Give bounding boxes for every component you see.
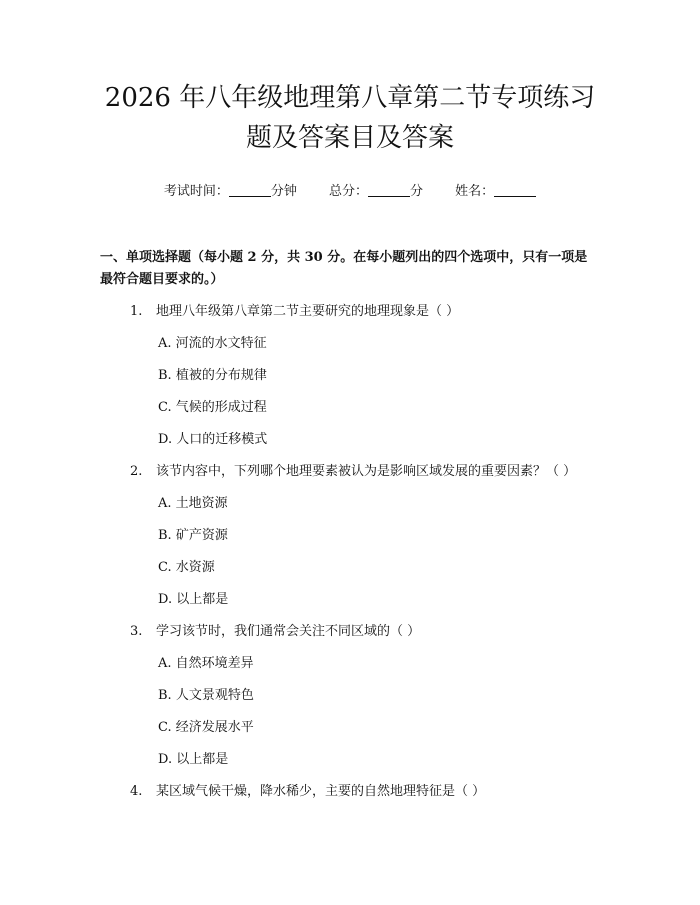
student-name-blank	[494, 182, 536, 197]
option: A. 土地资源	[158, 496, 228, 511]
question-stem: 学习该节时，我们通常会关注不同区域的（ ）	[156, 624, 421, 639]
question	[100, 621, 600, 643]
question-stem: 该节内容中，下列哪个地理要素被认为是影响区域发展的重要因素？（ ）	[156, 464, 577, 479]
option: C. 气候的形成过程	[158, 400, 267, 415]
exam-time-blank	[229, 182, 271, 197]
option-list	[100, 333, 600, 451]
exam-meta	[100, 180, 600, 199]
question-stem: 某区域气候干燥，降水稀少，主要的自然地理特征是（ ）	[156, 784, 486, 799]
total-score	[329, 180, 423, 199]
option: B. 植被的分布规律	[158, 368, 267, 383]
question-number: 1.	[130, 304, 143, 319]
question-number: 3.	[130, 624, 143, 639]
option: D. 以上都是	[158, 592, 229, 607]
option: A. 自然环境差异	[158, 656, 254, 671]
option: A. 河流的水文特征	[158, 336, 267, 351]
question-number: 4.	[130, 784, 143, 799]
option-list	[100, 653, 600, 771]
question	[100, 781, 600, 803]
total-score-blank	[368, 182, 410, 197]
exam-time-unit: 分钟	[270, 184, 297, 199]
option: D. 以上都是	[158, 752, 229, 767]
student-name-label: 姓名：	[455, 184, 495, 199]
option: C. 水资源	[158, 560, 215, 575]
option: D. 人口的迁移模式	[158, 432, 268, 447]
question-number: 2.	[130, 464, 143, 479]
total-score-unit: 分	[410, 184, 424, 199]
option-list	[100, 493, 600, 611]
exam-time-label: 考试时间：	[163, 184, 229, 199]
total-score-label: 总分：	[328, 184, 368, 199]
student-name	[455, 180, 536, 199]
option: B. 人文景观特色	[158, 688, 254, 703]
option: B. 矿产资源	[158, 528, 228, 543]
question	[100, 301, 600, 323]
question-stem: 地理八年级第八章第二节主要研究的地理现象是（ ）	[156, 304, 460, 319]
section-heading: 一、单项选择题（每小题 2 分，共 30 分。在每小题列出的四个选项中，只有一项是最符合题目要求的。）	[100, 250, 588, 287]
page-title: 2026 年八年级地理第八章第二节专项练习题及答案目及答案	[104, 83, 596, 153]
option: C. 经济发展水平	[158, 720, 254, 735]
question	[100, 461, 600, 483]
exam-time	[164, 180, 297, 199]
